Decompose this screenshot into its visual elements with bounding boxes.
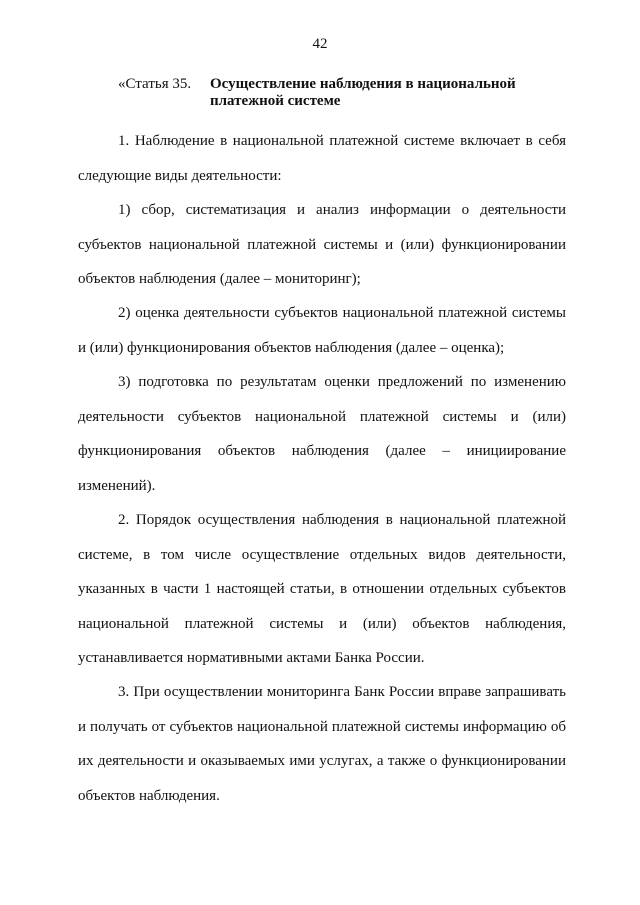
paragraph-item-3: 3) подготовка по результатам оценки предложений по изменению деятельности субъектов национальной платежной системы и (или) функционирования объектов наблюдения (далее – инициирование изменений).: [78, 374, 566, 494]
paragraph-3: 3. При осуществлении мониторинга Банк России вправе запрашивать и получать от субъектов национальной платежной системы информацию об их деятельности и оказываемых ими услугах, а также о функционировании объектов наблюдения.: [78, 684, 566, 804]
paragraph-1: 1. Наблюдение в национальной платежной системе включает в себя следующие виды деятельности:: [78, 133, 566, 184]
paragraph-item-2: 2) оценка деятельности субъектов национальной платежной системы и (или) функционирования объектов наблюдения (далее – оценка);: [78, 305, 566, 356]
paragraph-2: 2. Порядок осуществления наблюдения в национальной платежной системе, в том числе осуществление отдельных видов деятельности, указанных в части 1 настоящей статьи, в отношении отдельных субъектов национальной платежной системы и (или) объектов наблюдения, устанавливается нормативными актами Банка России.: [78, 512, 566, 666]
paragraph-item-1: 1) сбор, систематизация и анализ информации о деятельности субъектов национальной платежной системы и (или) функционировании объектов наблюдения (далее – мониторинг);: [78, 202, 566, 287]
article-label: «Статья 35.: [118, 76, 192, 92]
page-number: 42: [312, 36, 328, 52]
article-title: Осуществление наблюдения в национальной платежной системе: [210, 76, 516, 109]
